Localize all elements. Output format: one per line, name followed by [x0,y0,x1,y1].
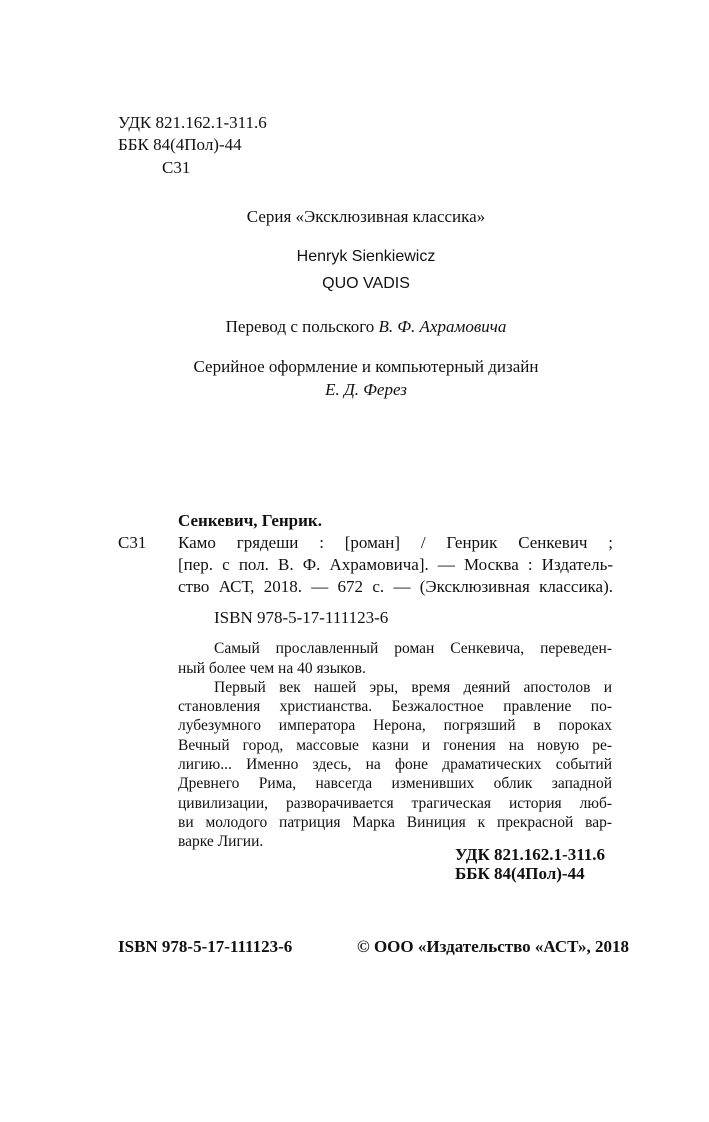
catalog-line-2: [пер. с пол. В. Ф. Ахрамовича]. — Москва : Издатель- [178,555,613,574]
annotation-line-8: Древнего Рима, навсегда изменивших облик западной [178,775,612,792]
catalog-author: Сенкевич, Генрик. [178,511,322,530]
annotation-line-2: ный более чем на 40 языков. [178,660,366,677]
footer-copyright: © ООО «Издательство «АСТ», 2018 [357,937,630,956]
udk-code: УДК 821.162.1-311.6 [118,113,267,132]
design-credit-label: Серийное оформление и компьютерный дизайн [193,357,539,376]
catalog-line-1: Камо грядеши : [роман] / Генрик Сенкевич ; [178,533,613,552]
series-line: Серия «Эксклюзивная классика» [246,207,486,226]
bbk-code: ББК 84(4Пол)-44 [118,135,242,154]
annotation-line-1: Самый прославленный роман Сенкевича, переведен- [214,640,612,657]
annotation-line-11: варке Лигии. [178,833,264,850]
catalog-isbn: ISBN 978-5-17-111123-6 [214,608,389,627]
author-mark: С31 [162,158,191,177]
translation-credit [0,318,709,335]
translation-label: Перевод с польского [225,317,379,336]
designer-name: Е. Д. Ферез [325,380,407,399]
catalog-line-3: ство АСТ, 2018. — 672 с. — (Эксклюзивная классика). [178,577,613,596]
annotation-line-10: ви молодого патриция Марка Виниция к прекрасной вар- [178,814,612,831]
annotation-line-6: Вечный город, массовые казни и гонения на новую ре- [178,737,612,754]
translator-name: В. Ф. Ахрамовича [378,317,507,336]
annotation-line-4: становления христианства. Безжалостное правление по- [178,698,612,715]
original-author: Henryk Sienkiewicz [296,248,436,265]
udk-code-bottom: УДК 821.162.1-311.6 [455,845,606,864]
annotation-line-7: лигию... Именно здесь, на фоне драматических событий [178,756,612,773]
original-title: QUO VADIS [322,275,410,292]
annotation-line-3: Первый век нашей эры, время деяний апостолов и [214,679,612,696]
catalog-mark: С31 [118,533,147,552]
footer-isbn: ISBN 978-5-17-111123-6 [118,937,293,956]
annotation-line-5: лубезумного императора Нерона, погрязший в пороках [178,717,612,734]
annotation-line-9: цивилизации, разворачивается трагическая история люб- [178,795,612,812]
bbk-code-bottom: ББК 84(4Пол)-44 [455,864,585,883]
